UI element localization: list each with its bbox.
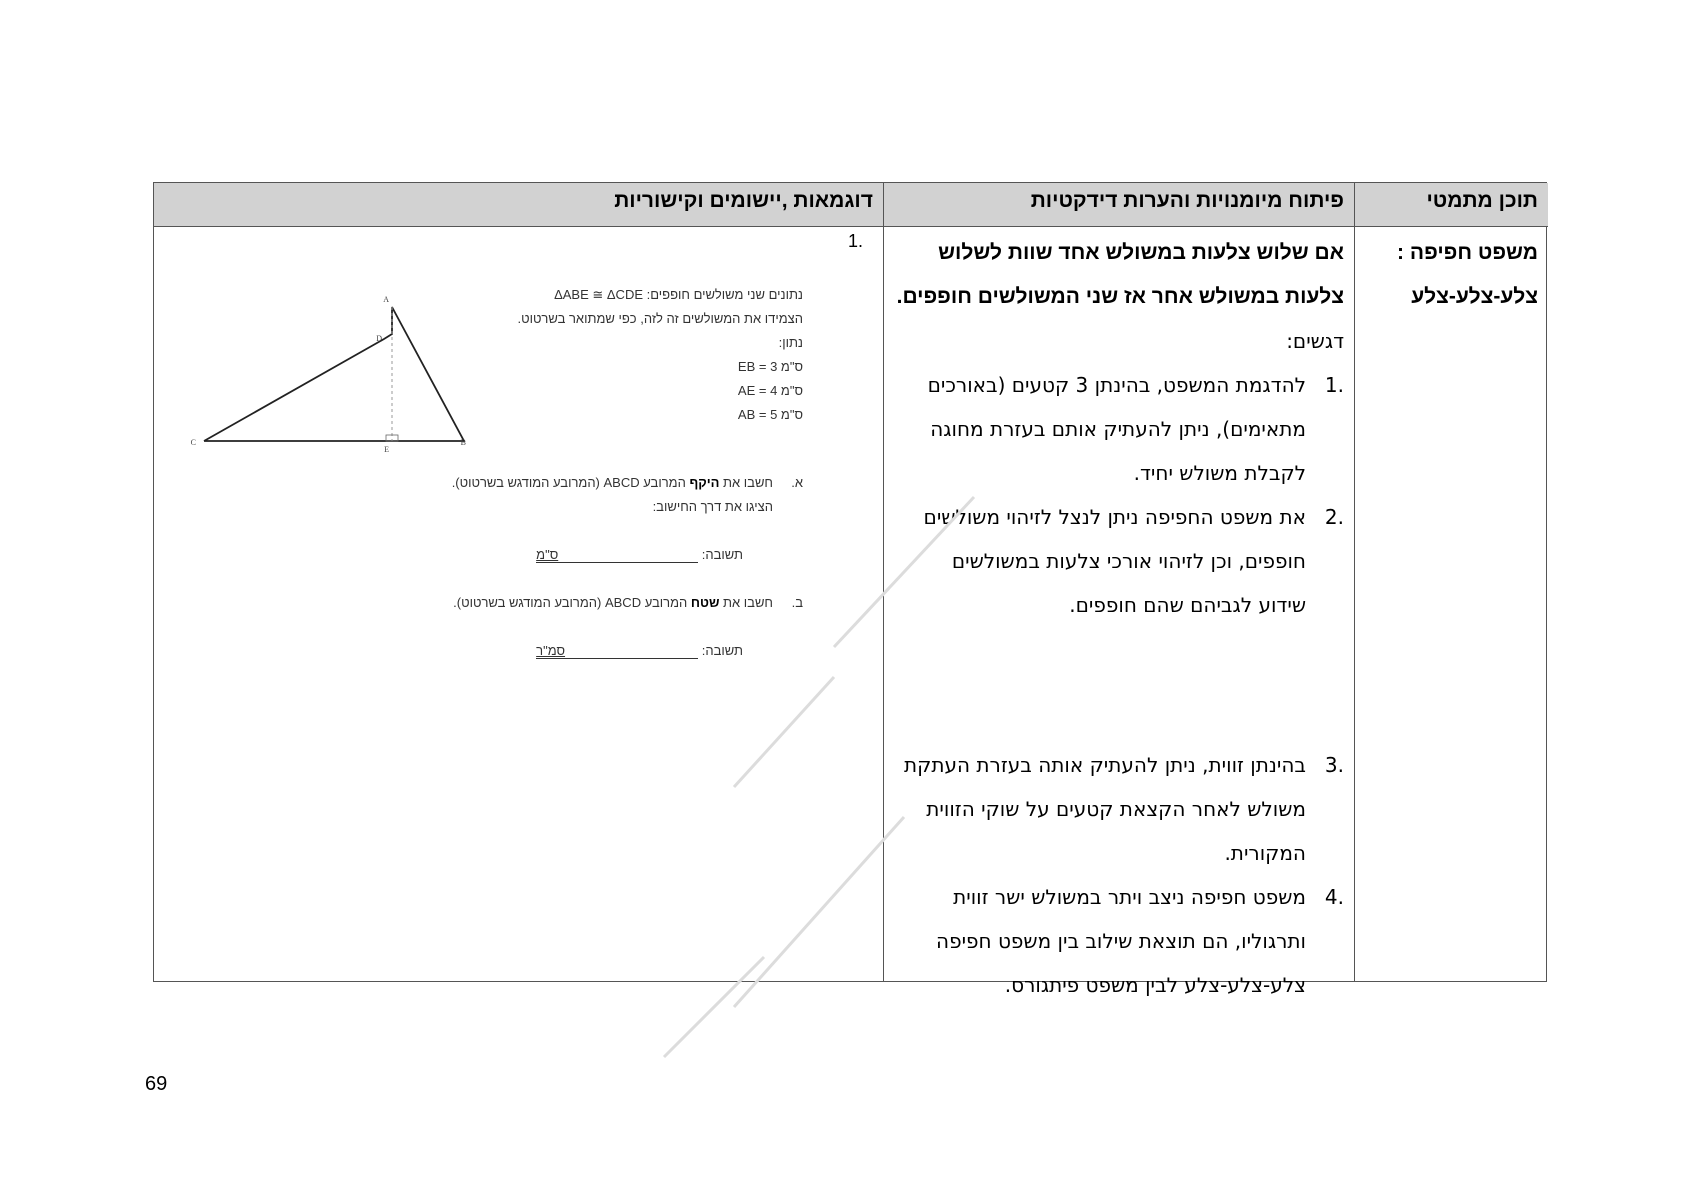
item-line: משולש לאחר הקצאת קטעים על שוקי הזווית — [926, 797, 1306, 821]
item-number: .2 — [1324, 505, 1344, 529]
label-a: A — [383, 295, 389, 304]
answer-a: תשובה: ס"מ — [536, 547, 743, 562]
item-line: המקורית. — [1224, 841, 1306, 865]
item-line: משפט חפיפה ניצב ויתר במשולש ישר זווית — [953, 885, 1306, 909]
content-line: צלע-צלע-צלע — [1411, 285, 1538, 308]
item-number: .4 — [1324, 885, 1344, 909]
question-a-letter: א. — [791, 475, 803, 490]
header-skills: פיתוח מיומנויות והערות דידקטיות — [883, 183, 1354, 227]
item-line: לקבלת משולש יחיד. — [1133, 461, 1306, 485]
artifact-line — [834, 497, 974, 647]
answer-a-line[interactable]: ס"מ — [536, 547, 698, 563]
question-b-letter: ב. — [791, 595, 803, 610]
item-line: להדגמת המשפט, בהינתן 3 קטעים (באורכים — [927, 373, 1306, 397]
given-ae: AE = 4 ס"מ — [737, 383, 803, 398]
item-number: .1 — [1324, 373, 1344, 397]
answer-b-line[interactable]: סמ"ר — [536, 643, 698, 659]
item-number: .3 — [1324, 753, 1344, 777]
scan-artifact-lines — [654, 487, 994, 1187]
quadrilateral-abcd — [204, 307, 464, 441]
example-number: .1 — [847, 231, 863, 251]
artifact-line — [734, 817, 904, 1007]
content-line: משפט חפיפה : — [1397, 241, 1538, 264]
answer-b: תשובה: סמ"ר — [536, 643, 743, 658]
triangle-figure — [192, 289, 472, 459]
label-e: E — [384, 445, 389, 454]
label-c: C — [190, 438, 196, 447]
curriculum-table — [153, 182, 1547, 997]
item-line: בהינתן זווית, ניתן להעתיק אותה בעזרת העתקת — [903, 753, 1306, 777]
question-a: חשבו את היקף המרובע ABCD (המרובע המודגש בשרטוט). — [451, 475, 773, 490]
question-b: חשבו את שטח המרובע ABCD (המרובע המודגש בשרטוט). — [453, 595, 773, 610]
item-line: את משפט החפיפה ניתן לנצל לזיהוי משולשים — [923, 505, 1306, 529]
examples-cell — [154, 227, 883, 982]
given-eb: EB = 3 ס"מ — [737, 359, 803, 374]
given-intro: נתונים שני משולשים חופפים: ΔABE ≅ ΔCDE — [554, 287, 803, 302]
instruction: הצמידו את המשולשים זה לזה, כפי שמתואר בשרטוט. — [517, 311, 803, 326]
item-line: ותרגוליו, הם תוצאת שילוב בין משפט חפיפה — [936, 929, 1306, 953]
header-math-content: תוכן מתמטי — [1354, 183, 1548, 227]
list-item — [891, 363, 1344, 495]
label-b: B — [460, 438, 466, 447]
header-examples: דוגמאות ,יישומים וקישוריות — [154, 183, 883, 227]
label-d: D — [376, 334, 382, 343]
question-a-sub: הציגו את דרך החישוב: — [652, 499, 773, 514]
page-number: 69 — [145, 1073, 168, 1095]
artifact-line — [664, 957, 764, 1057]
artifact-line — [734, 677, 834, 787]
item-line: צלע-צלע-צלע לבין משפט פיתגורס. — [1004, 973, 1306, 997]
item-line: שידוע לגביהם שהם חופפים. — [1069, 593, 1306, 617]
theorem-statement: צלעות במשולש אחר אז שני המשולשים חופפים. — [896, 285, 1344, 308]
given-ab: AB = 5 ס"מ — [737, 407, 803, 422]
theorem-statement: אם שלוש צלעות במשולש אחד שוות לשלוש — [938, 241, 1344, 264]
math-content-cell — [1354, 227, 1548, 319]
item-line: מתאימים), ניתן להעתיק אותם בעזרת מחוגה — [930, 417, 1306, 441]
given-label: נתון: — [778, 335, 803, 350]
emphases-label: דגשים: — [1286, 329, 1344, 353]
item-line: חופפים, וכן לזיהוי אורכי צלעות במשולשים — [951, 549, 1306, 573]
